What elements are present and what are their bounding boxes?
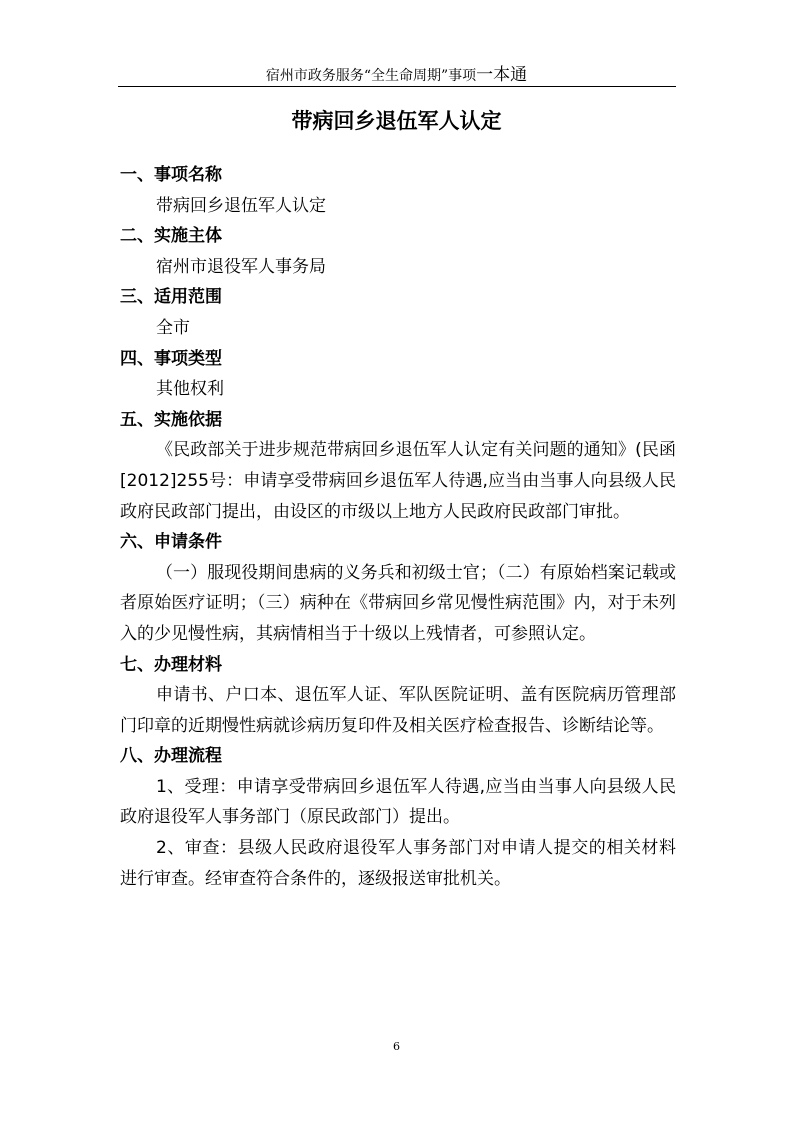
document-title: 带病回乡退伍军人认定 <box>291 109 502 133</box>
section-body-implementer: 宿州市退役军人事务局 <box>156 256 326 277</box>
section-body-legal-basis: 《民政部关于进步规范带病回乡退伍军人认定有关问题的通知》(民函[2012]255号：申请享受带病回乡退伍军人待遇,应当由当事人向县级人民政府民政部门提出，由设区的市级以上地方人民政府民政部门审批。 <box>120 440 676 522</box>
section-heading-process: 八、办理流程 <box>120 746 222 767</box>
page-number: 6 <box>393 1040 400 1053</box>
running-header <box>0 60 793 85</box>
section-heading-legal-basis: 五、实施依据 <box>120 409 222 430</box>
running-header-text: 宿州市政务服务“全生命周期”事项 <box>265 68 477 84</box>
section-body-materials: 申请书、户口本、退伍军人证、军队医院证明、盖有医院病历管理部门印章的近期慢性病就诊病历复印件及相关医疗检查报告、诊断结论等。 <box>120 685 676 736</box>
section-heading-item-name: 一、事项名称 <box>120 165 222 185</box>
section-heading-materials: 七、办理材料 <box>120 654 222 675</box>
section-body-item-type: 其他权利 <box>156 379 224 400</box>
section-body-process-step-2: 2、审查：县级人民政府退役军人事务部门对申请人提交的相关材料进行审查。经审查符合条件的，逐级报送审批机关。 <box>120 838 676 889</box>
section-heading-conditions: 六、申请条件 <box>120 532 222 553</box>
document-content <box>120 160 676 894</box>
section-heading-implementer: 二、实施主体 <box>120 226 222 247</box>
section-body-item-name: 带病回乡退伍军人认定 <box>156 195 326 216</box>
running-header-text-big: 一本通 <box>476 65 528 85</box>
header-rule <box>118 86 676 87</box>
section-heading-item-type: 四、事项类型 <box>120 348 222 369</box>
section-body-process-step-1: 1、受理：申请享受带病回乡退伍军人待遇,应当由当事人向县级人民政府退役军人事务部门（原民政部门）提出。 <box>120 776 676 828</box>
section-body-conditions: （一）服现役期间患病的义务兵和初级士官；（二）有原始档案记载或者原始医疗证明；（三）病种在《带病回乡常见慢性病范围》内，对于未列入的少见慢性病，其病情相当于十级以上残情者，可参照认定。 <box>120 562 676 644</box>
section-body-scope: 全市 <box>156 317 190 338</box>
section-heading-scope: 三、适用范围 <box>120 287 222 308</box>
